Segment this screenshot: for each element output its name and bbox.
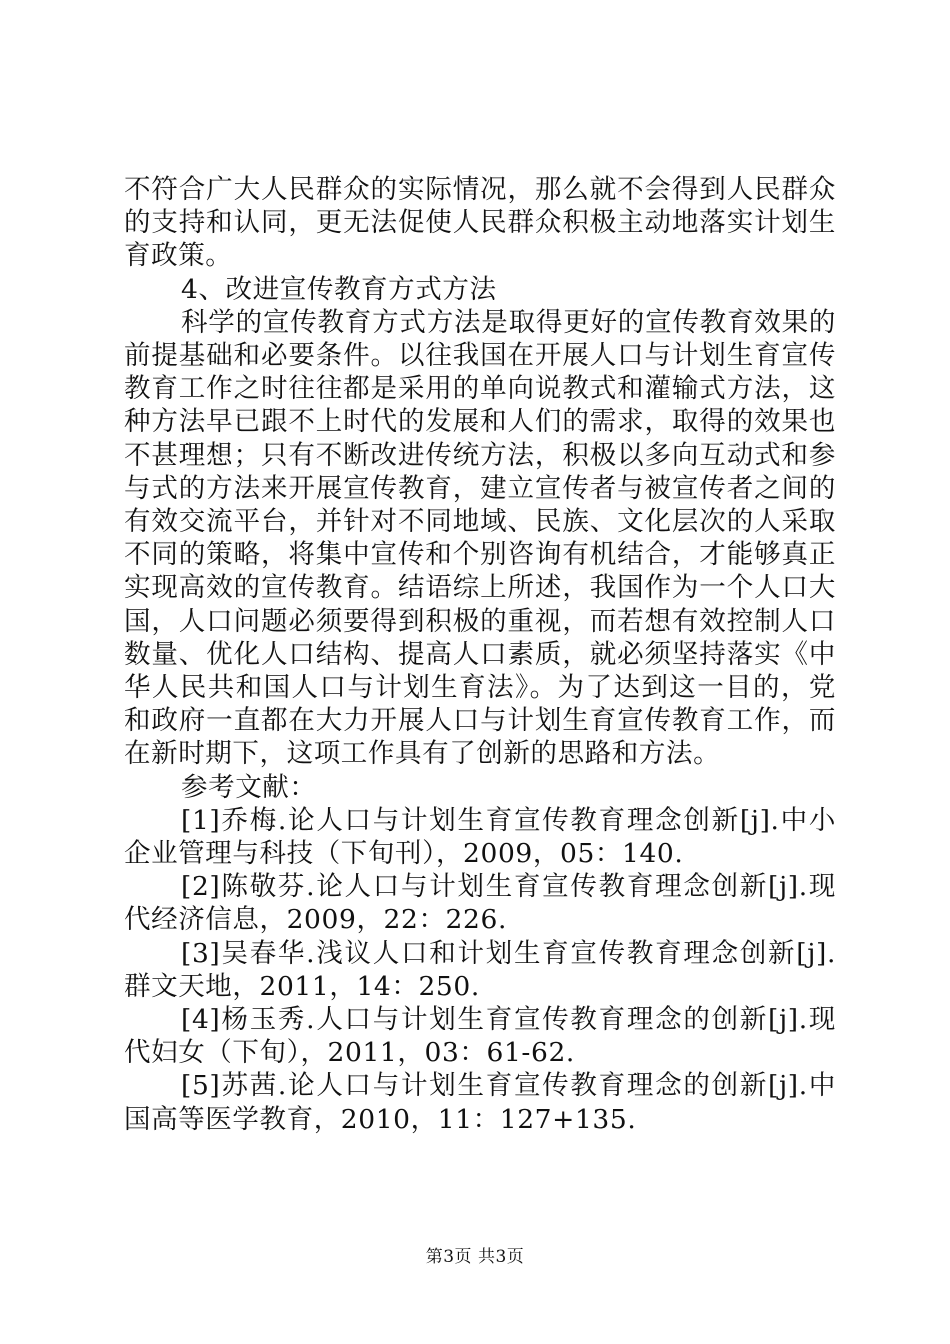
reference-item: [2]陈敬芬.论人口与计划生育宣传教育理念创新[j].现代经济信息，2009，22：226. <box>124 871 836 936</box>
paragraph-main: 科学的宣传教育方式方法是取得更好的宣传教育效果的前提基础和必要条件。以往我国在开展人口与计划生育宣传教育工作之时往往都是采用的单向说教式和灌输式方法，这种方法早已跟不上时代的发展和人们的需求，取得的效果也不甚理想；只有不断改进传统方法，积极以多向互动式和参与式的方法来开展宣传教育，建立宣传者与被宣传者之间的有效交流平台，并针对不同地域、民族、文化层次的人采取不同的策略，将集中宣传和个别咨询有机结合，才能够真正实现高效的宣传教育。结语综上所述，我国作为一个人口大国，人口问题必须要得到积极的重视，而若想有效控制人口数量、优化人口结构、提高人口素质，就必须坚持落实《中华人民共和国人口与计划生育法》。为了达到这一目的，党和政府一直都在大力开展人口与计划生育宣传教育工作，而在新时期下，这项工作具有了创新的思路和方法。 <box>124 306 836 770</box>
reference-item: [5]苏茜.论人口与计划生育宣传教育理念的创新[j].中国高等医学教育，2010，11：127+135. <box>124 1070 836 1135</box>
reference-item: [1]乔梅.论人口与计划生育宣传教育理念创新[j].中小企业管理与科技（下旬刊），2009，05：140. <box>124 804 836 870</box>
page-number-footer: 第3页 共3页 <box>425 1247 525 1267</box>
reference-item: [3]吴春华.浅议人口和计划生育宣传教育理念创新[j].群文天地，2011，14：250. <box>124 937 836 1002</box>
reference-item: [4]杨玉秀.人口与计划生育宣传教育理念的创新[j].现代妇女（下旬），2011，03：61-62. <box>124 1004 836 1069</box>
document-body <box>124 173 836 1136</box>
references-heading: 参考文献： <box>181 771 317 803</box>
paragraph-continuation: 不符合广大人民群众的实际情况，那么就不会得到人民群众的支持和认同，更无法促使人民群众积极主动地落实计划生育政策。 <box>124 174 836 272</box>
section-heading: 4、改进宣传教育方式方法 <box>181 273 497 305</box>
